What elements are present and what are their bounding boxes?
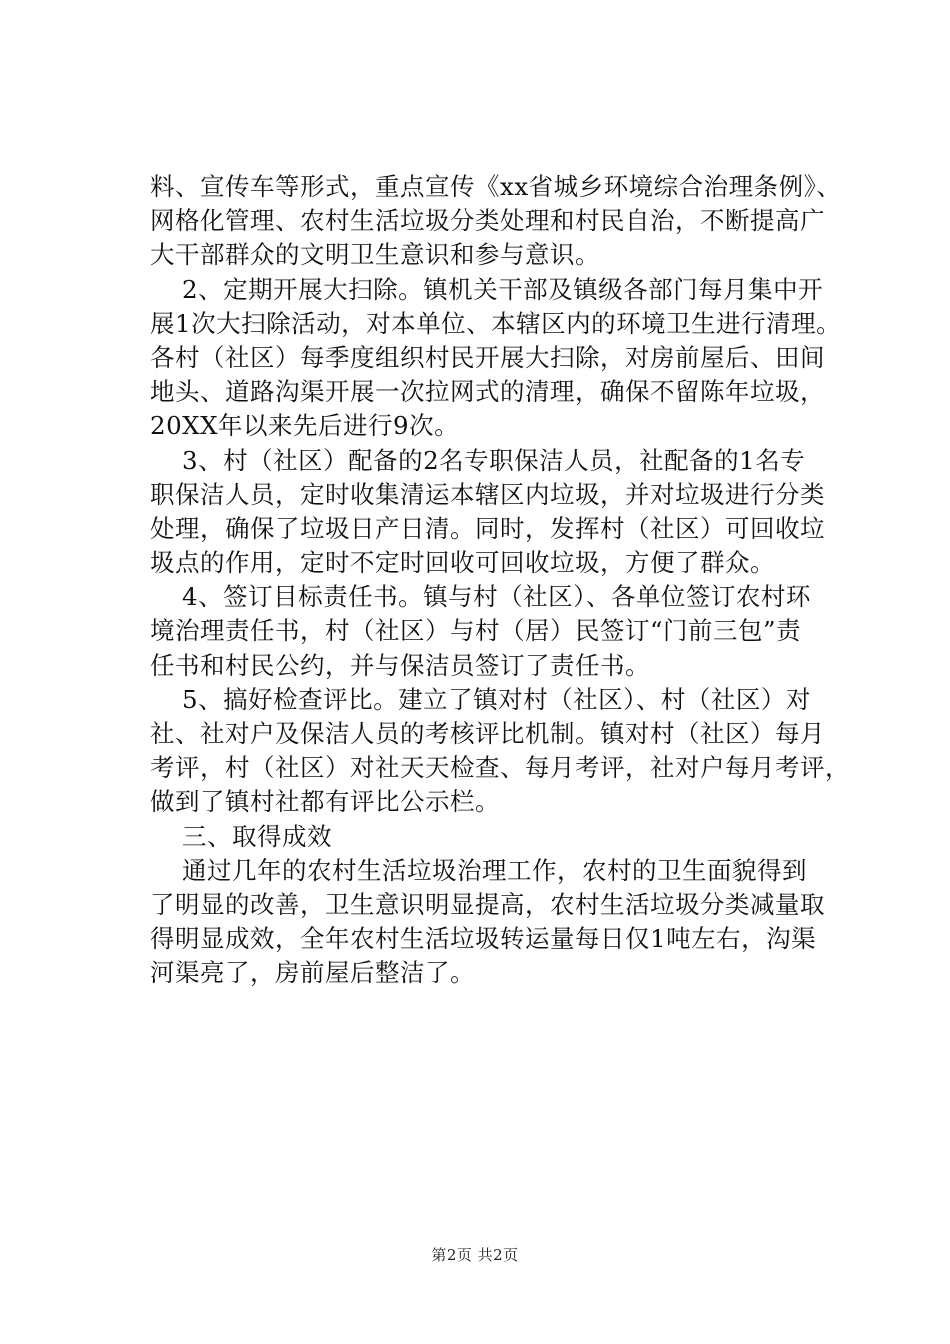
body-text: [150, 170, 850, 991]
text-line: 河渠亮了，房前屋后整洁了。: [150, 958, 475, 988]
text-line: 4、签订目标责任书。镇与村（社区）、各单位签订农村环: [182, 582, 811, 612]
text-line: 5、搞好检查评比。建立了镇对村（社区）、村（社区）对: [182, 684, 811, 714]
text-line: 各村（社区）每季度组织村民开展大扫除，对房前屋后、田间: [150, 342, 825, 372]
text-line: 得明显成效，全年农村生活垃圾转运量每日仅1吨左右，沟渠: [150, 924, 817, 954]
text-line: 考评，村（社区）对社天天检查、每月考评，社对户每月考评，: [150, 753, 850, 783]
text-line: 展1次大扫除活动，对本单位、本辖区内的环境卫生进行清理。: [150, 308, 842, 338]
text-line: 地头、道路沟渠开展一次拉网式的清理，确保不留陈年垃圾，: [150, 377, 825, 407]
text-line: 做到了镇村社都有评比公示栏。: [150, 787, 500, 817]
section-heading: 三、取得成效: [182, 821, 332, 851]
text-line: 网格化管理、农村生活垃圾分类处理和村民自治，不断提高广: [150, 206, 825, 236]
text-line: 社、社对户及保洁人员的考核评比机制。镇对村（社区）每月: [150, 719, 825, 748]
text-line: 3、村（社区）配备的2名专职保洁人员，社配备的1名专: [182, 445, 806, 475]
text-line: 处理，确保了垃圾日产日清。同时，发挥村（社区）可回收垃: [150, 513, 825, 543]
text-line: 20XX年以来先后进行9次。: [150, 411, 460, 441]
text-line: 通过几年的农村生活垃圾治理工作，农村的卫生面貌得到: [182, 855, 807, 885]
text-line: 境治理责任书，村（社区）与村（居）民签订“门前三包”责: [150, 616, 802, 646]
text-line: 大干部群众的文明卫生意识和参与意识。: [150, 240, 600, 270]
text-line: 料、宣传车等形式，重点宣传《xx省城乡环境综合治理条例》、: [150, 172, 842, 201]
text-line: 任书和村民公约，并与保洁员签订了责任书。: [150, 650, 650, 680]
text-line: 2、定期开展大扫除。镇机关干部及镇级各部门每月集中开: [182, 274, 824, 304]
text-line: 圾点的作用，定时不定时回收可回收垃圾，方便了群众。: [150, 548, 775, 578]
page-number-footer: 第2页 共2页: [431, 1246, 519, 1264]
text-line: 职保洁人员，定时收集清运本辖区内垃圾，并对垃圾进行分类: [150, 479, 825, 509]
text-line: 了明显的改善，卫生意识明显提高，农村生活垃圾分类减量取: [150, 889, 825, 919]
